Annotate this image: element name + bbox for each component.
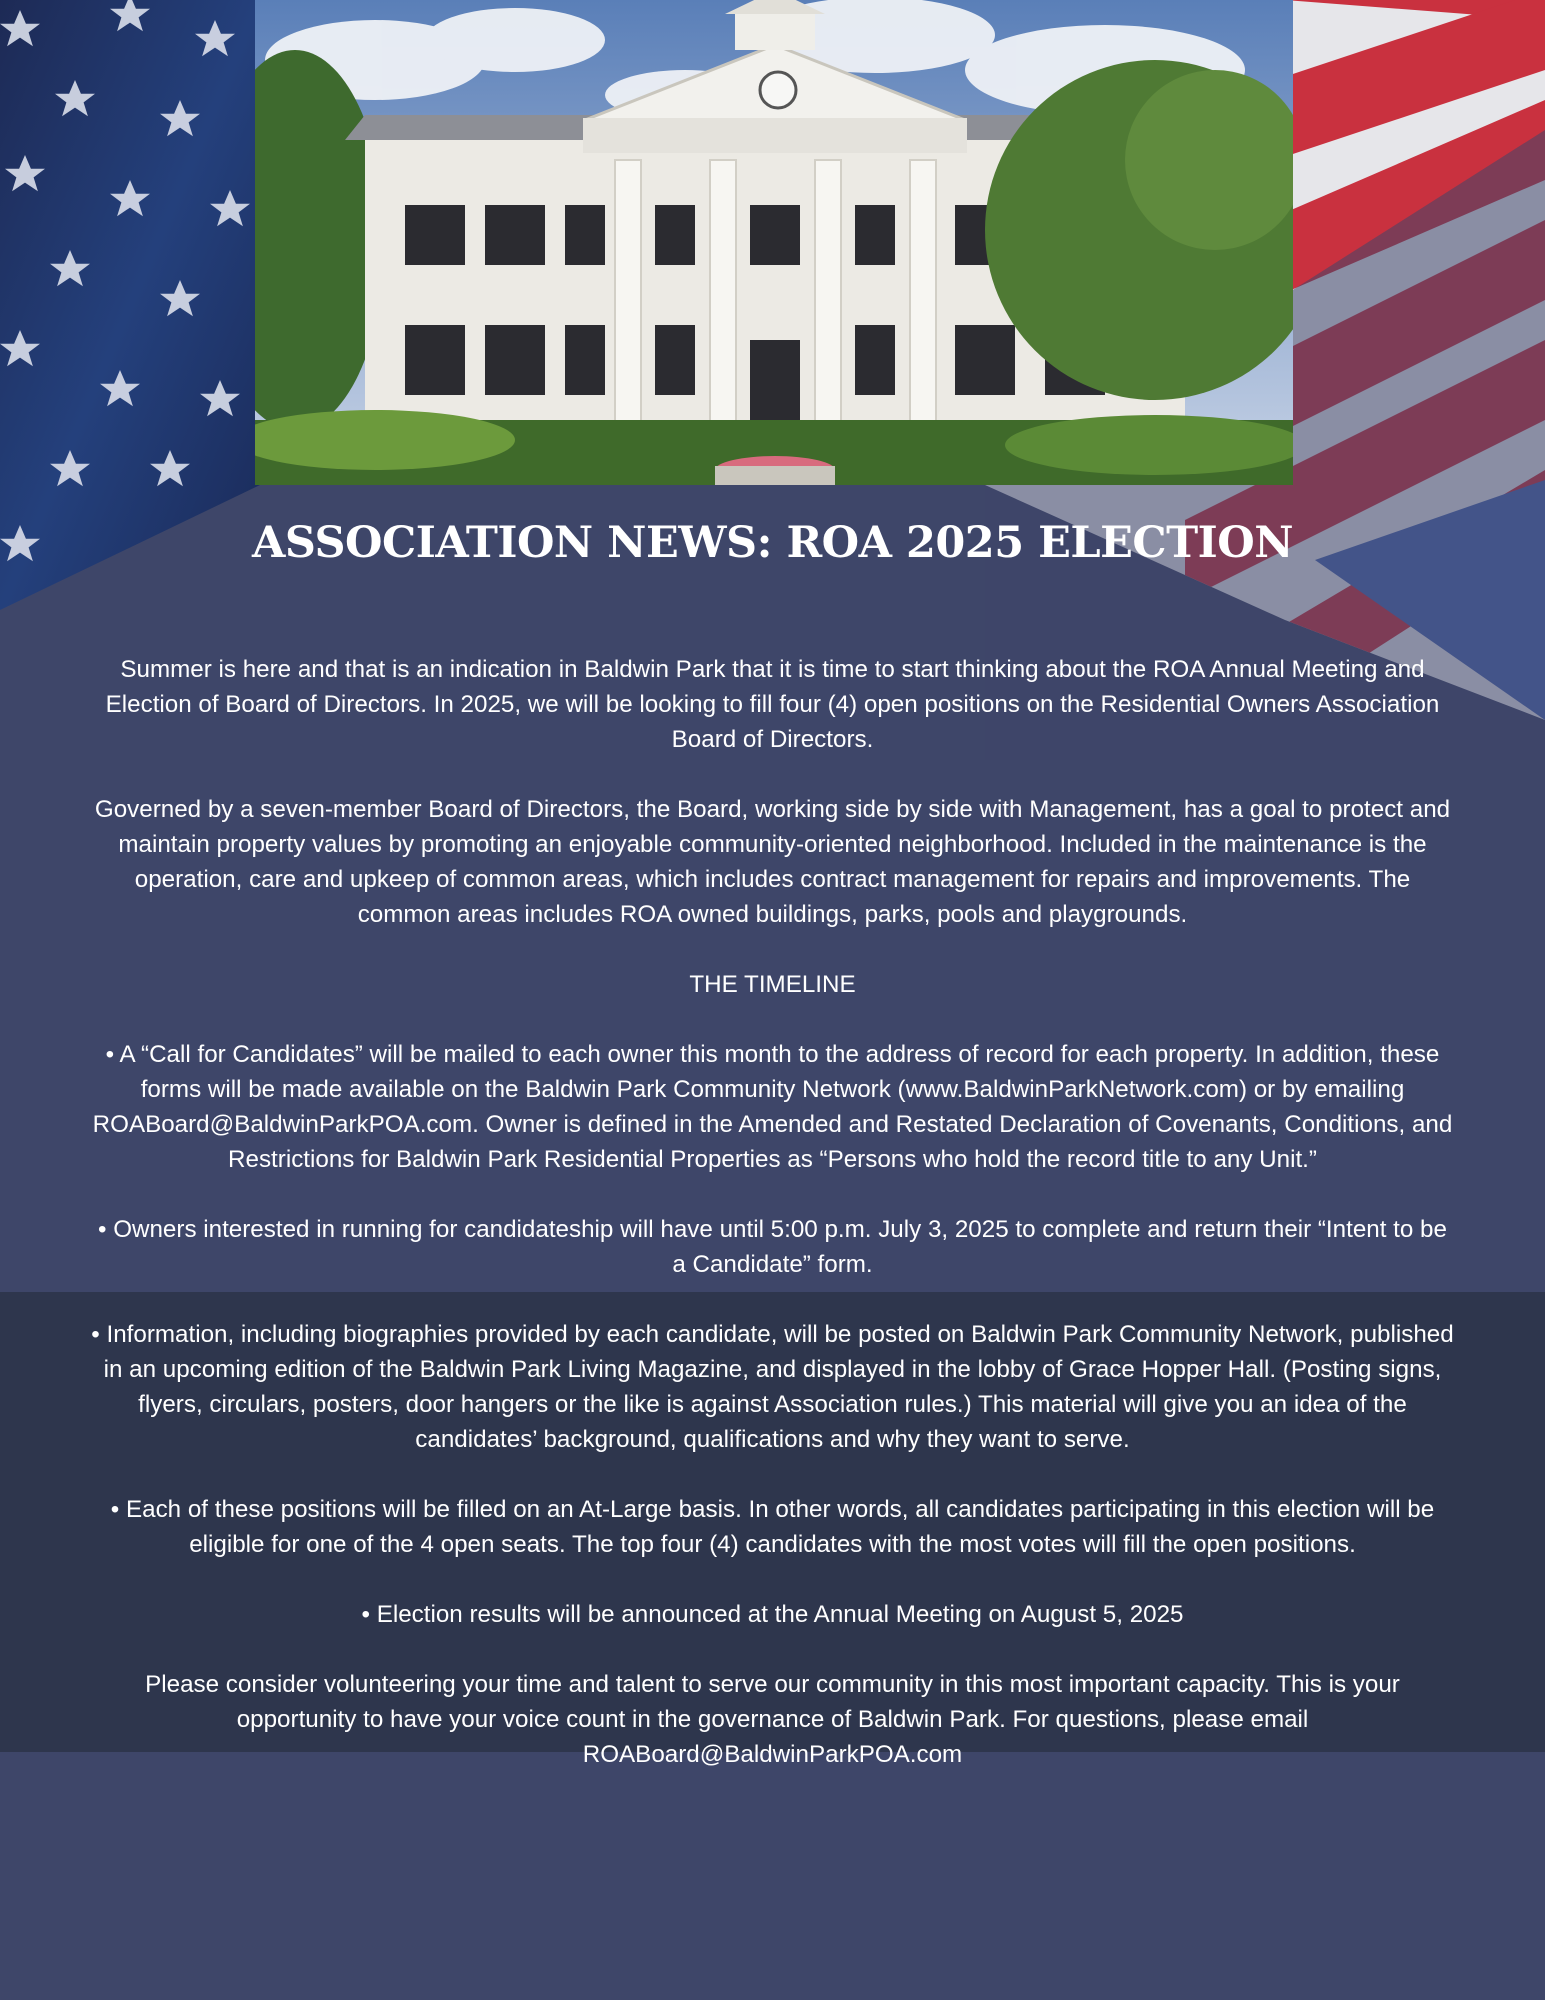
governance-paragraph: Governed by a seven-member Board of Directors, the Board, working side by side with Management, has a goal to protect and maintain property values by promoting an enjoyable community-oriented neighborhood. Included in the maintenance is the operation, care and upkeep of common areas, which includes contract management for repairs and improvements. The common areas includes ROA owned buildings, parks, pools and playgrounds. (94, 796, 1451, 928)
article-body (90, 652, 1455, 1807)
page-title: ASSOCIATION NEWS: ROA 2025 ELECTION (252, 518, 1293, 568)
timeline-item: • A “Call for Candidates” will be mailed to each owner this month to the address of record for each property. In addition, these forms will be made available on the Baldwin Park Community Network (www.BaldwinParkNetwork.com) or by emailing ROABoard@BaldwinParkPOA.com. Owner is defined in the Amended and Restated Declaration of Covenants, Conditions, and Restrictions for Baldwin Park Residential Properties as “Persons who hold the record title to any Unit.” (92, 1041, 1453, 1173)
intro-paragraph: Summer is here and that is an indication in Baldwin Park that it is time to start thinking about the ROA Annual Meeting and Election of Board of Directors. In 2025, we will be looking to fill four (4) open positions on the Residential Owners Association Board of Directors. (105, 656, 1440, 753)
timeline-item: • Information, including biographies provided by each candidate, will be posted on Baldwin Park Community Network, published in an upcoming edition of the Baldwin Park Living Magazine, and displayed in the lobby of Grace Hopper Hall. (Posting signs, flyers, circulars, posters, door hangers or the like is against Association rules.) This material will give you an idea of the candidates’ background, qualifications and why they want to serve. (91, 1321, 1454, 1453)
timeline-item: • Election results will be announced at the Annual Meeting on August 5, 2025 (361, 1601, 1184, 1628)
closing-paragraph: Please consider volunteering your time and talent to serve our community in this most important capacity. This is your opportunity to have your voice count in the governance of Baldwin Park. For questions, please email ROABoard@BaldwinParkPOA.com (145, 1671, 1400, 1768)
building-photo (255, 0, 1293, 485)
timeline-heading: THE TIMELINE (689, 971, 856, 998)
timeline-item: • Owners interested in running for candidateship will have until 5:00 p.m. July 3, 2025 to complete and return their “Intent to be a Candidate” form. (98, 1216, 1447, 1278)
timeline-item: • Each of these positions will be filled on an At-Large basis. In other words, all candidates participating in this election will be eligible for one of the 4 open seats. The top four (4) candidates with the most votes will fill the open positions. (110, 1496, 1435, 1558)
